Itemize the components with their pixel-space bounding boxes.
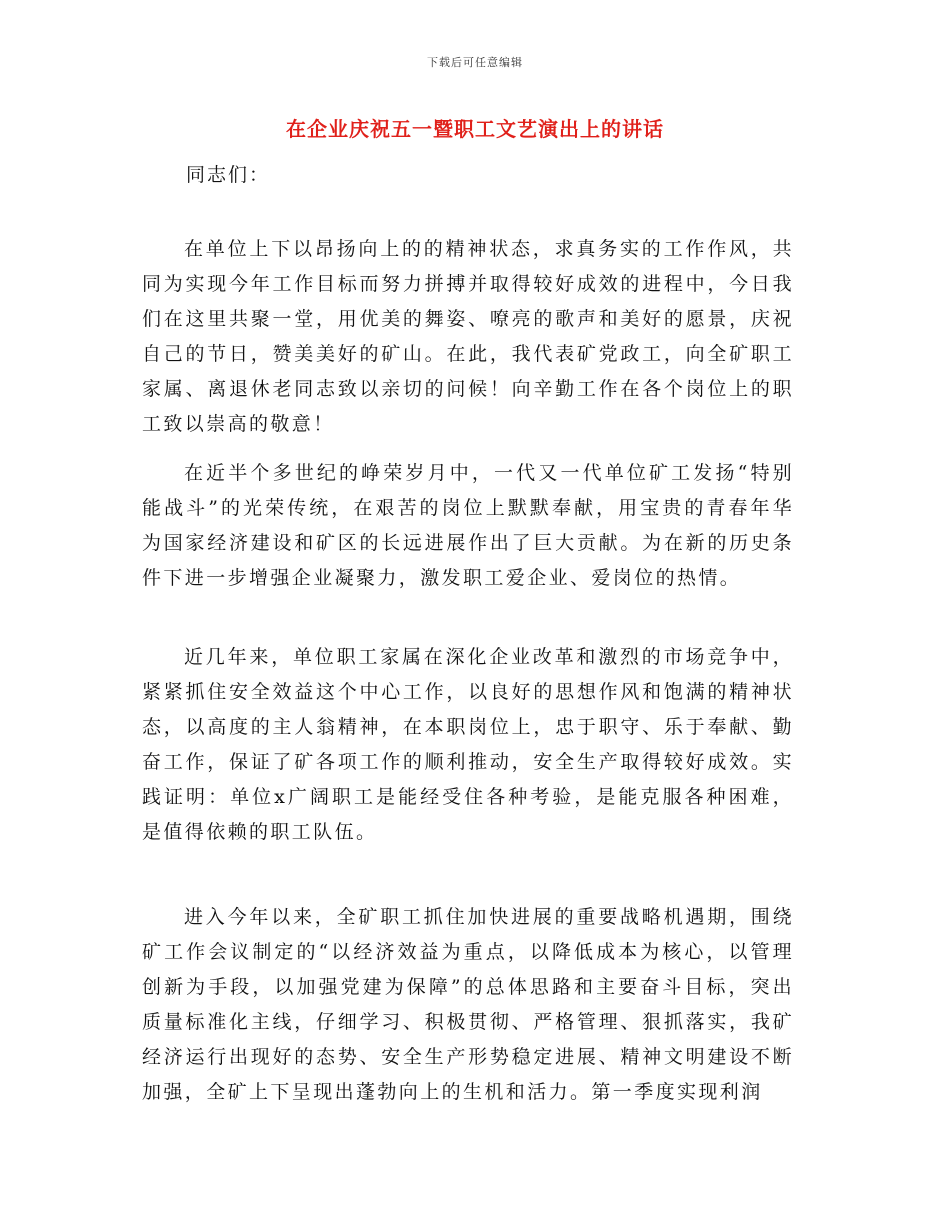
salutation: 同志们： bbox=[186, 164, 271, 186]
paragraph-3: 近几年来，单位职工家属在深化企业改革和激烈的市场竞争中，紧紧抓住安全效益这个中心工作，以良好的思想作风和饱满的精神状态，以高度的主人翁精神，在本职岗位上，忠于职守、乐于奉献、勤奋工作，保证了矿各项工作的顺利推动，安全生产取得较好成效。实践证明：单位x广阔职工是能经受住各种考验，是能克服各种困难，是值得依赖的职工队伍。 bbox=[142, 646, 794, 843]
paragraph-2: 在近半个多世纪的峥荣岁月中，一代又一代单位矿工发扬“特别能战斗”的光荣传统，在艰苦的岗位上默默奉献，用宝贵的青春年华为国家经济建设和矿区的长远进展作出了巨大贡献。为在新的历史条件下进一步增强企业凝聚力，激发职工爱企业、爱岗位的热情。 bbox=[142, 462, 794, 589]
document-title: 在企业庆祝五一暨职工文艺演出上的讲话 bbox=[286, 117, 664, 141]
paragraph-1: 在单位上下以昂扬向上的的精神状态，求真务实的工作作风，共同为实现今年工作目标而努力拼搏并取得较好成效的进程中，今日我们在这里共聚一堂，用优美的舞姿、嘹亮的歌声和美好的愿景，庆祝自己的节日，赞美美好的矿山。在此，我代表矿党政工，向全矿职工家属、离退休老同志致以亲切的问候！向辛勤工作在各个岗位上的职工致以崇高的敬意！ bbox=[142, 238, 794, 435]
header-note: 下载后可任意编辑 bbox=[427, 56, 523, 69]
paragraph-4: 进入今年以来，全矿职工抓住加快进展的重要战略机遇期，围绕矿工作会议制定的“以经济效益为重点，以降低成本为核心，以管理创新为手段，以加强党建为保障”的总体思路和主要奋斗目标，突出质量标准化主线，仔细学习、积极贯彻、严格管理、狠抓落实，我矿经济运行出现好的态势、安全生产形势稳定进展、精神文明建设不断加强，全矿上下呈现出蓬勃向上的生机和活力。第一季度实现利润 bbox=[142, 906, 794, 1103]
